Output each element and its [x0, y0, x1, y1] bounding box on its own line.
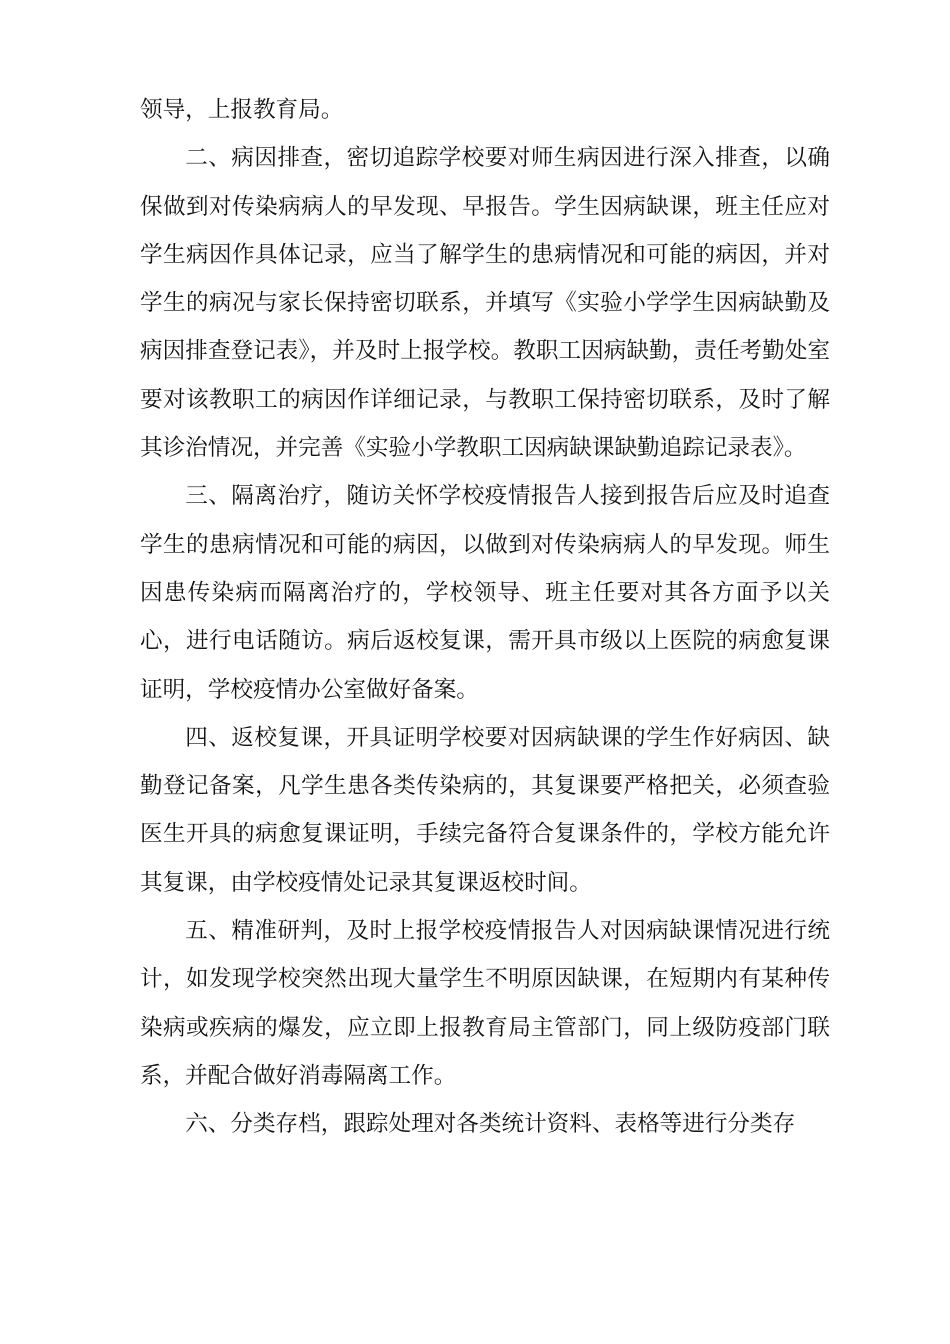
paragraph-section-5: 五、精准研判，及时上报学校疫情报告人对因病缺课情况进行统计，如发现学校突然出现大量学生不明原因缺课，在短期内有某种传染病或疾病的爆发，应立即上报教育局主管部门，同上级防疫部门联系，并配合做好消毒隔离工作。: [140, 918, 830, 1089]
paragraph-section-3: 三、隔离治疗，随访关怀学校疫情报告人接到报告后应及时追查学生的患病情况和可能的病因，以做到对传染病病人的早发现。师生因患传染病而隔离治疗的，学校领导、班主任要对其各方面予以关心，进行电话随访。病后返校复课，需开具市级以上医院的病愈复课证明，学校疫情办公室做好备案。: [140, 483, 830, 703]
document-body: [140, 86, 830, 1149]
paragraph-continuation: 领导，上报教育局。: [140, 97, 344, 123]
paragraph-section-2: 二、病因排查，密切追踪学校要对师生病因进行深入排查，以确保做到对传染病病人的早发现、早报告。学生因病缺课，班主任应对学生病因作具体记录，应当了解学生的患病情况和可能的病因，并对学生的病况与家长保持密切联系，并填写《实验小学学生因病缺勤及病因排查登记表》，并及时上报学校。教职工因病缺勤，责任考勤处室要对该教职工的病因作详细记录，与教职工保持密切联系，及时了解其诊治情况，并完善《实验小学教职工因病缺课缺勤追踪记录表》。: [140, 145, 830, 462]
paragraph-section-6: 六、分类存档，跟踪处理对各类统计资料、表格等进行分类存: [185, 1111, 796, 1138]
paragraph-section-4: 四、返校复课，开具证明学校要对因病缺课的学生作好病因、缺勤登记备案，凡学生患各类传染病的，其复课要严格把关，必须查验医生开具的病愈复课证明，手续完备符合复课条件的，学校方能允许其复课，由学校疫情处记录其复课返校时间。: [140, 724, 830, 896]
